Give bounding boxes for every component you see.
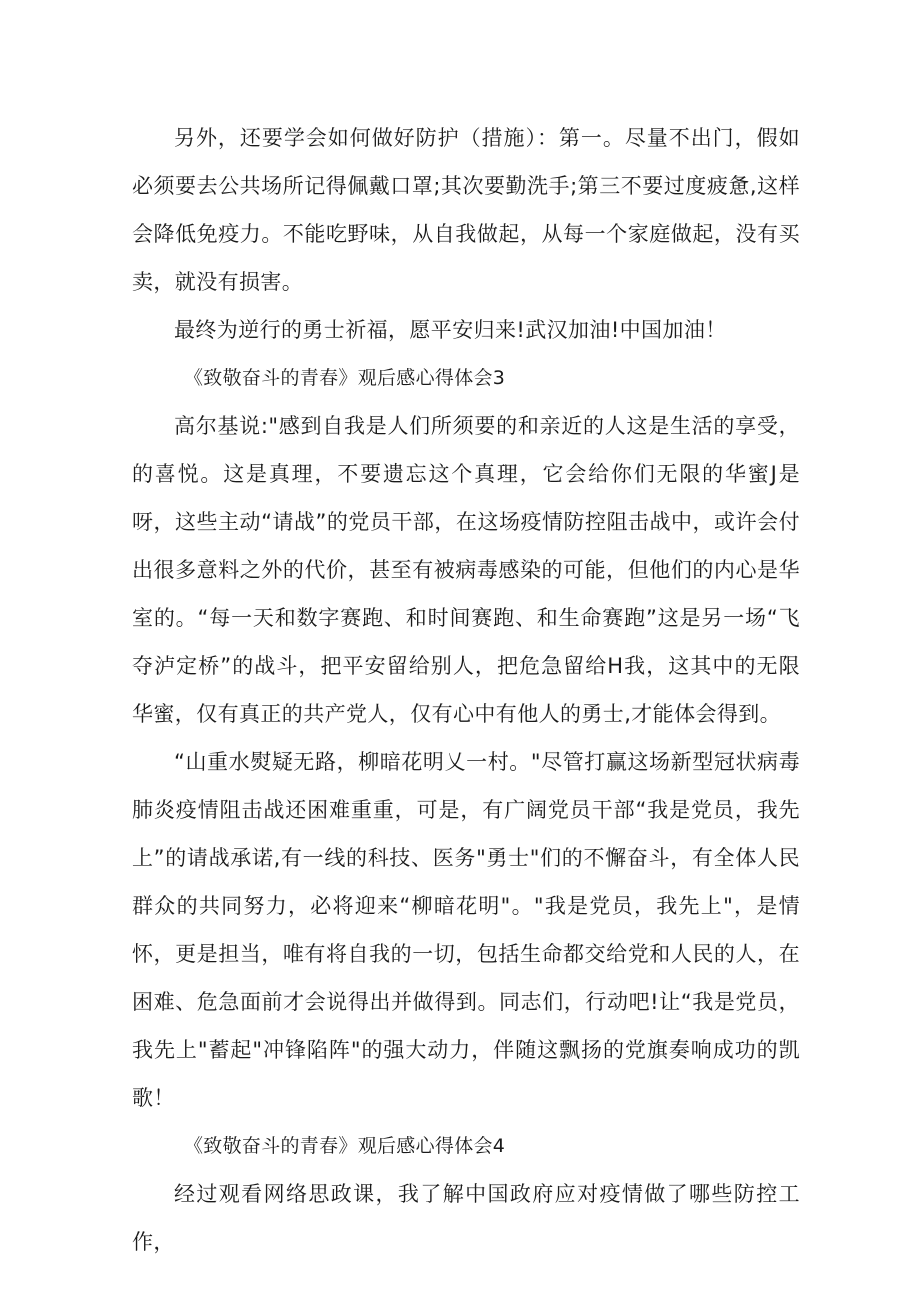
paragraph-online-course: 经过观看网络思政课，我了解中国政府应对疫情做了哪些防控工作， [132,1182,800,1254]
document-body [132,114,800,1266]
paragraph-protection-measures: 另外，还要学会如何做好防护（措施）：第一。尽量不出门，假如必须要去公共场所记得佩戴口罩;其次要勤洗手;第三不要过度疲惫,这样会降低免疫力。不能吃野味，从自我做起，从每一个家庭做起，没有买卖，就没有损害。 [132,126,800,294]
paragraph-gorky-quote: 高尔基说:"感到自我是人们所须要的和亲近的人这是生活的享受，的喜悦。这是真理，不要遗忘这个真理，它会给你们无限的华蜜J是呀，这些主动“请战”的党员干部，在这场疫情防控阻击战中，或许会付出很多意料之外的代价，甚至有被病毒感染的可能，但他们的内心是华室的。“每一天和数字赛跑、和时间赛跑、和生命赛跑”这是另一场“飞夺泸定桥”的战斗，把平安留给别人，把危急留给H我，这其中的无限华蜜，仅有真正的共产党人，仅有心中有他人的勇士,才能体会得到。 [132,414,800,726]
paragraph-party-members: “山重水熨疑无路，柳暗花明乂一村。"尽管打赢这场新型冠状病毒肺炎疫情阻击战还困难重重，可是，有广阔党员干部“我是党员，我先上”的请战承诺,有一线的科技、医务"勇士"们的不懈奋斗，有全体人民群众的共同努力，必将迎来“柳暗花明"。"我是党员，我先上"，是情怀，更是担当，唯有将自我的一切，包括生命都交给党和人民的人，在困难、危急面前才会说得出并做得到。同志们，行动吧!让“我是党员，我先上"蓄起"冲锋陷阵"的强大动力，伴随这飘扬的党旗奏响成功的凯歌！ [132,750,800,1110]
section-heading-3: 《致敬奋斗的青春》观后感心得体会3 [184,367,506,389]
section-heading-4: 《致敬奋斗的青春》观后感心得体会4 [184,1135,506,1157]
paragraph-blessing: 最终为逆行的勇士祈福，愿平安归来!武汉加油!中国加油！ [174,318,727,342]
